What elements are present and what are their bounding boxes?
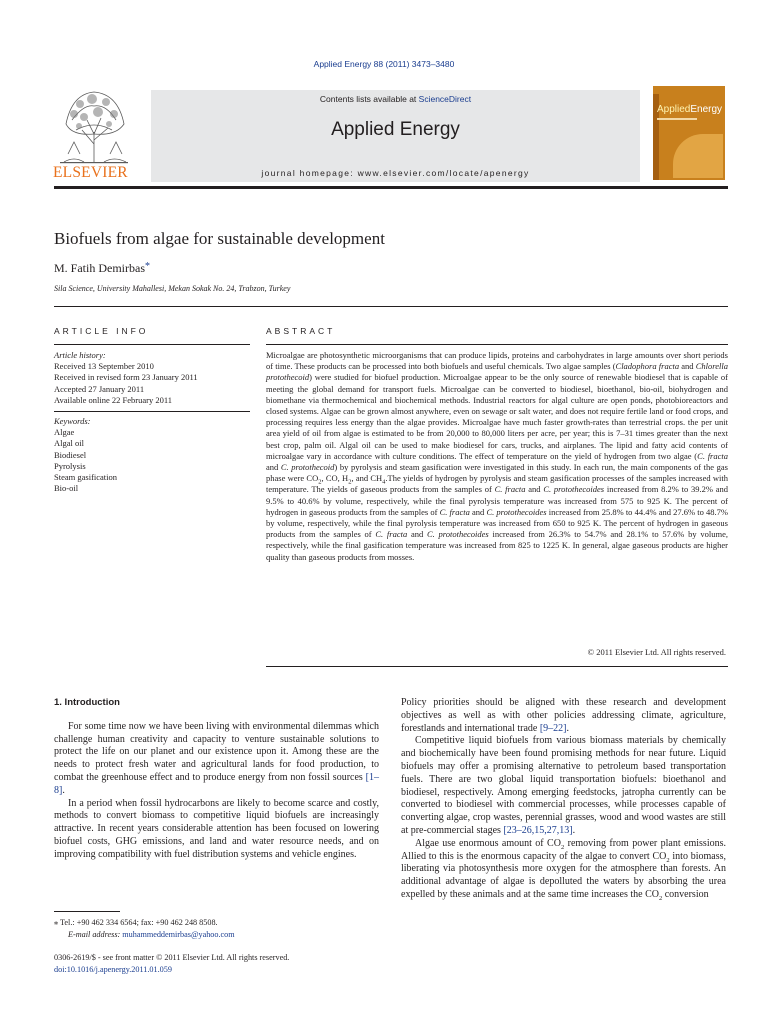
footnote-email-line xyxy=(54,929,384,941)
footnote-rule xyxy=(54,911,120,912)
contents-line xyxy=(151,94,640,104)
author-affiliation: Sila Science, University Mahallesi, Mekan Sokak No. 24, Trabzon, Turkey xyxy=(54,284,291,293)
citation-link[interactable]: [1–8] xyxy=(54,771,379,796)
keyword: Steam gasification xyxy=(54,472,118,483)
body-paragraph: Algae use enormous amount of $CO_2$ removing from power plant emissions. Allied to this is the enormous capacity of the algae to convert $CO_2$ into biomass, liberating via photosynthesis more oxygen for the atmosphere than forests. An additional advantage of algae is depolluted the waters by absorbing the urea expelled by these animals and at the same time increases the $CO_2$ conversion xyxy=(401,837,726,902)
body-paragraph: For some time now we have been living with environmental dilemmas which challenge human creativity and capacity to venture sustainable solutions to protect the life on our planet and our existence upon it. Among these are the needs to protect fresh water and agricultural lands for food production, to combat the greenhouse effect and to produce energy from non fossil sources [1–8]. xyxy=(54,720,379,796)
header-rule xyxy=(54,186,728,189)
article-info-rule xyxy=(54,344,250,345)
abstract-rule xyxy=(266,344,728,345)
email-label: E-mail address: xyxy=(68,929,121,939)
footnote-contact: ⁎ Tel.: +90 462 334 6564; fax: +90 462 248 8508. xyxy=(54,918,218,927)
section-heading: 1. Introduction xyxy=(54,697,120,708)
keyword: Pyrolysis xyxy=(54,460,86,471)
author-footnote xyxy=(54,917,384,940)
journal-citation[interactable]: Applied Energy 88 (2011) 3473–3480 xyxy=(313,59,455,69)
contents-prefix: Contents lists available at xyxy=(319,94,419,104)
history-online: Available online 22 February 2011 xyxy=(54,394,173,405)
abstract-copyright: © 2011 Elsevier Ltd. All rights reserved. xyxy=(587,647,726,657)
author-footnote-mark[interactable]: * xyxy=(145,261,150,272)
body-column-right xyxy=(401,697,726,902)
journal-cover-image xyxy=(653,86,725,180)
info-separator xyxy=(54,411,250,412)
issn-line: 0306-2619/$ - see front matter © 2011 Elsevier Ltd. All rights reserved. xyxy=(54,953,290,962)
journal-title: Applied Energy xyxy=(331,119,460,140)
article-title: Biofuels from algae for sustainable development xyxy=(54,229,385,248)
journal-banner xyxy=(151,90,640,182)
keyword: Biodiesel xyxy=(54,449,87,460)
journal-homepage[interactable]: journal homepage: www.elsevier.com/locate/apenergy xyxy=(261,168,530,178)
masthead xyxy=(54,84,728,184)
body-column-left xyxy=(54,697,379,862)
abstract-text: Microalgae are photosynthetic microorganisms that can produce lipids, proteins and carbohydrates in large amounts over short periods of time. These products can be processed into both biofuels and useful chemicals. Two algae samples (Cladophora fracta and Chlorella protothecoid) were studied for biofuel production. Microalgae appear to be the only source of renewable biodiesel that is capable of meeting the global demand for transport fuels. Microalgae can be converted to biodiesel, bioethanol, bio-oil, biohydrogen and biomethane via thermochemical and biochemical methods. Industrial reactors for algal culture are open ponds, photobioreactors and closed systems. Algae can be grown almost anywhere, even on sewage or salt water, and does not require fertile land or food crops, and processing requires less energy than the algae provides. Microalgae have much faster growth-rates than terrestrial crops. the per unit area yield of oil from algae is estimated to be from 20,000 to 80,000 liters per acre, per year; this is 7–31 times greater than the next best crop, palm oil. Algal oil can be used to make biodiesel for cars, trucks, and airplanes. The lipid and fatty acid contents of microalgae vary in accordance with culture conditions. The effect of temperature on the yield of hydrogen from two algae (C. fracta and C. protothecoid) by pyrolysis and steam gasification were investigated in this study. In each run, the main components of the gas phase were $CO_2$, CO, $H_2$, and $CH_4.The$ yields of hydrogen by pyrolysis and steam gasification processes of the samples increased with temperature. The yields of gaseous products from the samples of C. fracta and C. protothecoides increased from 8.2% to 39.2% and 9.5% to 40.6% by volume, respectively, while the final pyrolysis temperature was increased from 575 to 925 K. The percent of hydrogen in gaseous products from the samples of C. fracta and C. protothecoides increased from 25.8% to 44.4% and 27.6% to 48.7% by volume, respectively, while the final pyrolysis temperature was increased from 650 to 925 K. The percent of hydrogen in gaseous products from the samples of C. fracta and C. protothecoides increased from 26.3% to 54.7% and 28.1% to 57.6% by volume, respectively, while the final gasification temperature was increased from 825 to 1225 K. In general, algae gaseous products are higher quality than gaseous products from mosses. xyxy=(266,350,729,562)
article-info xyxy=(54,350,250,494)
title-rule xyxy=(54,306,728,307)
citation-link[interactable]: [9–22] xyxy=(539,722,567,734)
cover-title-b: Energy xyxy=(690,104,723,115)
citation-link[interactable]: [23–26,15,27,13] xyxy=(503,824,573,836)
cover-graphic xyxy=(673,134,723,178)
body-paragraph: Policy priorities should be aligned with these research and development objectives as well as with other policies addressing climate, agriculture, forestlands and international trade [9–22]. xyxy=(401,697,726,734)
body-paragraph: Competitive liquid biofuels from various biomass materials by chemically and biochemically have been found promising methods for near future. Liquid biofuels may offer a promising alternative to petroleum based transportation fuels. There are two global liquid transportation biofuels: bioethanol and biodiesel, respectively. Among emerging feedstocks, jatropha currently can be converted to biodiesel with commercial processes, while processes capable of converting algae, crop wastes, perennial grasses, wood and wood wastes are still at pre-commercial stages [23–26,15,27,13]. xyxy=(401,735,726,836)
abstract-bottom-rule xyxy=(266,666,728,667)
keyword: Bio-oil xyxy=(54,483,79,494)
history-label: Article history: xyxy=(54,350,106,360)
email-link[interactable]: muhammeddemirbas@yahoo.com xyxy=(122,929,235,939)
keyword: Algae xyxy=(54,427,75,438)
author-name[interactable]: M. Fatih Demirbas xyxy=(54,261,145,275)
keywords-label: Keywords: xyxy=(54,416,91,427)
history-received: Received 13 September 2010 xyxy=(54,361,154,372)
bottom-notes xyxy=(54,952,289,975)
history-revised: Received in revised form 23 January 2011 xyxy=(54,372,198,383)
doi-link[interactable]: doi:10.1016/j.apenergy.2011.01.059 xyxy=(54,964,172,974)
cover-title xyxy=(657,104,722,115)
cover-title-a: Applied xyxy=(657,104,691,115)
elsevier-wordmark: ELSEVIER xyxy=(53,164,128,181)
author-line xyxy=(54,261,150,276)
history-accepted: Accepted 27 January 2011 xyxy=(54,383,145,394)
article-info-heading: ARTICLE INFO xyxy=(54,326,149,336)
body-paragraph: In a period when fossil hydrocarbons are likely to become scarce and costly, methods to convert biomass to competitive liquid biofuels are increasingly attractive. In recent years considerable attention has been focused on lowering biofuel costs, GHG emissions, and land and water resource needs, and on improving compatibility with fuel distribution systems and vehicle engines. xyxy=(54,797,379,860)
keyword: Algal oil xyxy=(54,438,84,449)
abstract-heading: ABSTRACT xyxy=(266,326,336,336)
cover-subtitle-line xyxy=(657,118,697,120)
sciencedirect-link[interactable]: ScienceDirect xyxy=(418,94,472,104)
